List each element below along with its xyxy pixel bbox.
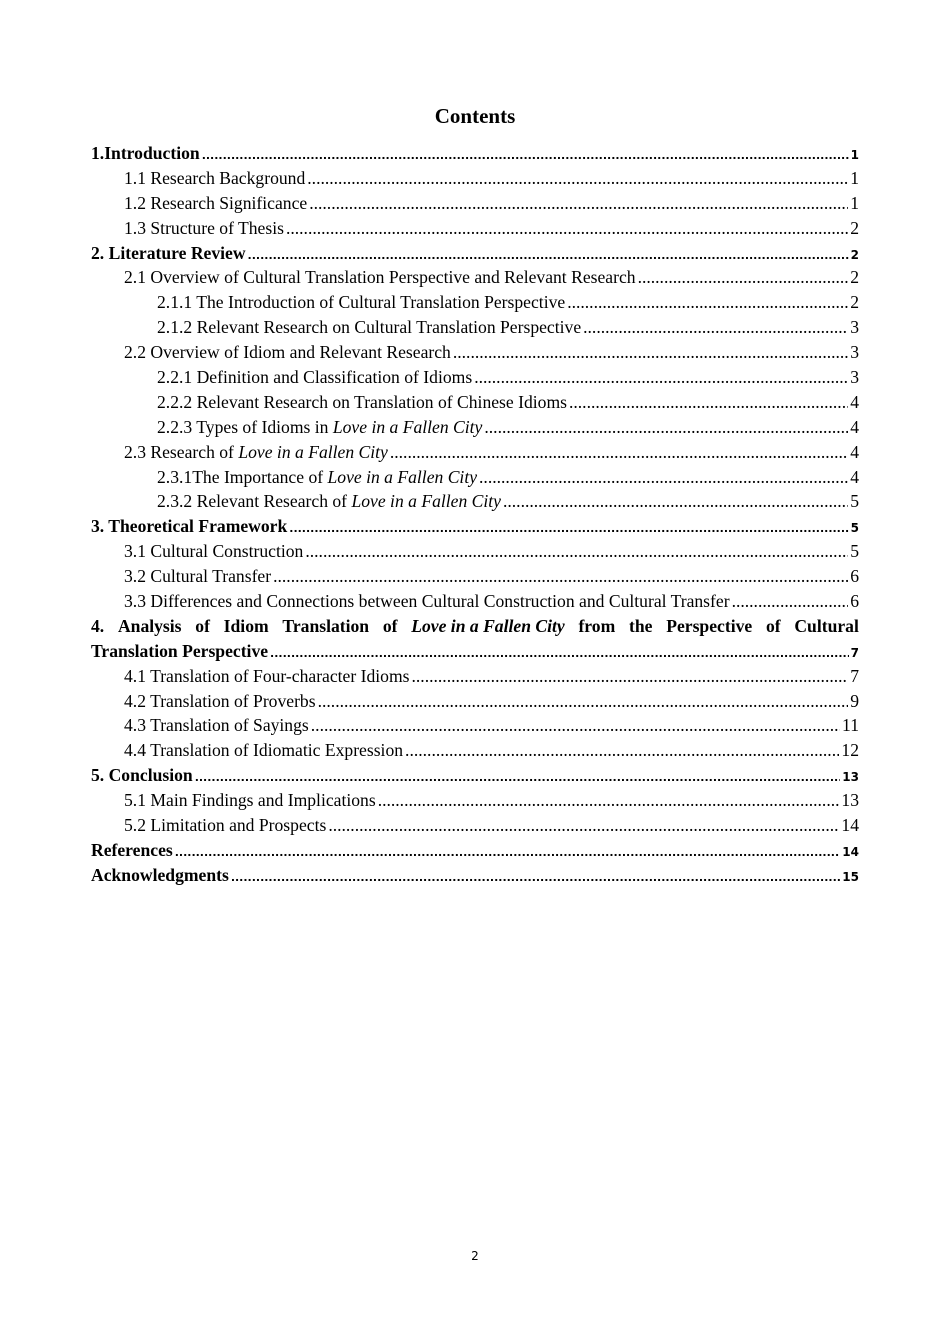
dot-leader: [309, 191, 848, 216]
toc-page-number: 14: [842, 844, 859, 859]
toc-entry-text: 2.3.1The Importance of: [157, 466, 328, 487]
toc-entry-label: [124, 265, 636, 290]
toc-entry: [91, 166, 859, 191]
toc-page-number: 7: [850, 665, 859, 686]
toc-entry-word: Translation: [282, 615, 370, 636]
toc-entry: [91, 340, 859, 365]
toc-entry-text: 2.1.2 Relevant Research on Cultural Translation Perspective: [157, 317, 582, 338]
toc-page-number: 3: [850, 317, 859, 338]
toc-entry-label: [91, 514, 287, 539]
dot-leader: [175, 841, 841, 866]
dot-leader: [412, 664, 849, 689]
toc-entry-label: [91, 763, 193, 788]
toc-entry-label: [91, 241, 246, 266]
toc-entry-label: [91, 863, 229, 888]
dot-leader: [583, 315, 848, 340]
toc-entry: [91, 465, 859, 490]
toc-entry-label: [157, 489, 501, 514]
toc-page-number: 2: [850, 217, 859, 238]
toc-page-number: 11: [842, 715, 859, 736]
toc-entry-text: 3.3 Differences and Connections between Cultural Construction and Cultural Transfer: [124, 591, 730, 612]
toc-entry-label: [157, 465, 477, 490]
toc-entry: [91, 241, 859, 266]
toc-entry-word: Cultural: [794, 615, 859, 636]
toc-entry: [91, 191, 859, 216]
dot-leader: [390, 440, 848, 465]
toc-entry-text: Love in a Fallen City: [327, 466, 478, 487]
toc-entry: [91, 489, 859, 514]
dot-leader: [318, 689, 849, 714]
dot-leader: [503, 489, 848, 514]
toc-entry-label: [124, 191, 307, 216]
toc-entry-label: [124, 166, 305, 191]
toc-entry: [91, 315, 859, 340]
dot-leader: [378, 788, 840, 813]
dot-leader: [328, 813, 839, 838]
toc-entry-word: from: [578, 615, 616, 636]
toc-entry: [91, 265, 859, 290]
toc-page-number: 3: [850, 342, 859, 363]
toc-page-number: 2: [850, 267, 859, 288]
toc-entry: [91, 365, 859, 390]
toc-entry-label: [157, 315, 581, 340]
toc-entry-label: [124, 440, 388, 465]
toc-entry-text: Love in a Fallen City: [351, 491, 501, 512]
toc-entry: [91, 689, 859, 714]
toc-entry-text: Acknowledgments: [91, 864, 229, 885]
dot-leader: [273, 564, 848, 589]
toc-entry-text: Love in a Fallen City: [332, 416, 483, 437]
toc-entry: [91, 141, 859, 166]
toc-entry-text: 3.2 Cultural Transfer: [124, 566, 272, 587]
dot-leader: [305, 539, 848, 564]
toc-page-number: 14: [841, 815, 859, 836]
toc-page-number: 13: [842, 770, 859, 785]
toc-entry: [91, 639, 859, 664]
dot-leader: [484, 415, 848, 440]
toc-entry-text: 2.1 Overview of Cultural Translation Perspective and Relevant Research: [124, 267, 636, 288]
toc-page-number: 9: [850, 690, 859, 711]
dot-leader: [311, 713, 840, 738]
toc-entry: [91, 216, 859, 241]
toc-page-number: 2: [850, 292, 859, 313]
contents-title: Contents: [434, 104, 516, 128]
toc-entry-text: 4.4 Translation of Idiomatic Expression: [124, 740, 404, 761]
toc-entry: [91, 290, 859, 315]
toc-entry-word: Perspective: [666, 615, 753, 636]
toc-entry-label: [124, 340, 451, 365]
toc-entry-text: 2.2.2 Relevant Research on Translation of Chinese Idioms: [157, 391, 567, 412]
dot-leader: [453, 340, 848, 365]
toc-entry-label: [124, 564, 271, 589]
toc-entry-text: 1.3 Structure of Thesis: [124, 217, 284, 238]
toc-entry-text: 2. Literature Review: [91, 242, 246, 263]
toc-page-number: 5: [850, 521, 859, 536]
toc-entry-text: 2.2 Overview of Idiom and Relevant Research: [124, 342, 451, 363]
toc-entry-word: the: [629, 615, 653, 636]
toc-entry-word: of: [765, 615, 781, 636]
toc-page-number: 4: [850, 441, 859, 462]
toc-entry-text: 2.1.1 The Introduction of Cultural Translation Perspective: [157, 292, 566, 313]
toc-page-number: 3: [850, 367, 859, 388]
toc-entry-text: 1.Introduction: [91, 143, 200, 163]
toc-entry-text: 2.3.2 Relevant Research of: [157, 491, 352, 512]
toc-entry: [91, 390, 859, 415]
toc-page-number: 5: [850, 541, 859, 562]
toc-entry-text: 2.3 Research of: [124, 441, 239, 462]
dot-leader: [307, 166, 848, 191]
toc-page-number: 4: [850, 466, 859, 487]
toc-entry-text: 4.3 Translation of Sayings: [124, 715, 309, 736]
toc-page-number: 1: [850, 148, 859, 162]
toc-entry-label: [124, 788, 376, 813]
dot-leader: [286, 216, 848, 241]
dot-leader: [479, 465, 848, 490]
toc-page-number: 7: [850, 645, 859, 660]
toc-entry-label: [157, 415, 482, 440]
toc-entry: [91, 863, 859, 888]
toc-page-number: 1: [850, 192, 859, 213]
toc-entry: [91, 564, 859, 589]
dot-leader: [474, 365, 848, 390]
toc-entry: [91, 788, 859, 813]
toc-entry-label: [157, 365, 472, 390]
toc-page-number: 2: [850, 247, 859, 262]
toc-entry-label: [91, 639, 268, 664]
toc-page-number: 1: [850, 167, 859, 188]
toc-entry: [91, 415, 859, 440]
dot-leader: [732, 589, 849, 614]
toc-entry-label: [124, 738, 403, 763]
dot-leader: [569, 390, 848, 415]
toc-entry-label: [124, 216, 284, 241]
toc-entry-word: Analysis: [117, 615, 182, 636]
toc-entry-label: [91, 838, 173, 863]
toc-entry-label: [124, 664, 410, 689]
toc-page-number: 4: [850, 416, 859, 437]
toc-entry-word: Love in a Fallen City: [411, 615, 565, 636]
toc-entry: [91, 539, 859, 564]
toc-page-number: 6: [850, 591, 859, 612]
toc-entry-text: 2.2.1 Definition and Classification of Idioms: [157, 367, 473, 388]
toc-entry-text: Translation Perspective: [91, 640, 269, 661]
toc-entry-text: Love in a Fallen City: [238, 441, 388, 462]
toc-entry-label: [124, 813, 326, 838]
toc-entry-label: [124, 589, 730, 614]
toc-page-number: 4: [850, 391, 859, 412]
toc-entry-text: 5. Conclusion: [91, 765, 193, 786]
toc-entry-text: References: [91, 839, 173, 860]
toc-entry-wrapped-line: [91, 614, 859, 639]
toc-entry: [91, 813, 859, 838]
toc-entry-label: [91, 141, 200, 166]
dot-leader: [567, 290, 848, 315]
toc-entry: [91, 713, 859, 738]
toc-page-number: 6: [850, 566, 859, 587]
page-number-footer: 2: [471, 1249, 479, 1263]
toc-entry-label: [124, 689, 316, 714]
toc-entry-text: 1.1 Research Background: [124, 167, 306, 188]
toc-entry-text: 4.2 Translation of Proverbs: [124, 690, 316, 711]
toc-entry-label: [124, 713, 309, 738]
toc-entry-text: 1.2 Research Significance: [124, 192, 308, 213]
dot-leader: [638, 265, 849, 290]
toc-entry-text: 3.1 Cultural Construction: [124, 541, 304, 562]
table-of-contents: [91, 141, 859, 888]
toc-entry: [91, 514, 859, 539]
toc-entry: [91, 589, 859, 614]
toc-entry-text: 3. Theoretical Framework: [91, 516, 288, 537]
toc-entry-text: 5.2 Limitation and Prospects: [124, 815, 327, 836]
dot-leader: [231, 866, 840, 891]
dot-leader: [405, 738, 839, 763]
toc-entry-word: Idiom: [223, 615, 269, 636]
toc-entry-word: of: [195, 615, 210, 636]
toc-entry-text: 5.1 Main Findings and Implications: [124, 790, 376, 811]
toc-page-number: 5: [850, 491, 859, 512]
toc-page-number: 12: [841, 740, 859, 761]
toc-entry: [91, 738, 859, 763]
toc-entry: [91, 838, 859, 863]
toc-entry-label: [157, 390, 567, 415]
toc-entry-word: 4.: [91, 615, 105, 636]
toc-entry-text: 4.1 Translation of Four-character Idioms: [124, 665, 410, 686]
toc-entry-text: 2.2.3 Types of Idioms in: [157, 416, 333, 437]
toc-entry: [91, 664, 859, 689]
toc-entry-word: of: [382, 615, 398, 636]
toc-entry: [91, 763, 859, 788]
toc-page-number: 15: [842, 869, 859, 884]
toc-entry-label: [157, 290, 565, 315]
toc-entry-label: [124, 539, 303, 564]
toc-page-number: 13: [841, 790, 859, 811]
toc-entry: [91, 440, 859, 465]
